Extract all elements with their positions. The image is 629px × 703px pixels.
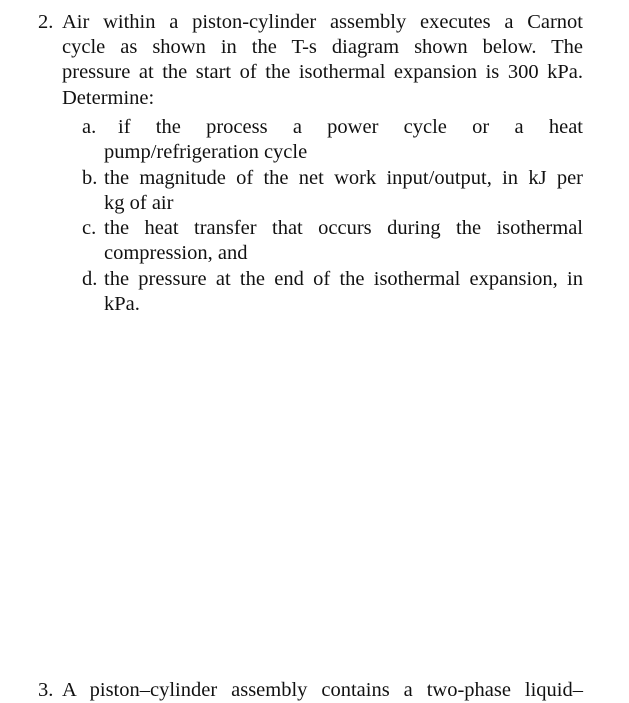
question-number: 3.	[38, 679, 54, 701]
question-text-line: cycle as shown in the T-s diagram shown below. The	[62, 36, 583, 58]
sub-item-label: c.	[82, 217, 97, 239]
question-text-line: A piston–cylinder assembly contains a two-phase liquid–	[62, 679, 583, 701]
sub-item-line: kPa.	[104, 293, 140, 315]
question-number: 2.	[38, 11, 54, 33]
question-text-line: Air within a piston-cylinder assembly executes a Carnot	[62, 11, 583, 33]
sub-item-line: if the process a power cycle or a heat	[118, 116, 583, 138]
sub-item-line: compression, and	[104, 242, 248, 264]
sub-item-line: the pressure at the end of the isothermal expansion, in	[104, 268, 583, 290]
sub-item-line: the magnitude of the net work input/output, in kJ per	[104, 167, 583, 189]
sub-item-line: pump/refrigeration cycle	[104, 141, 308, 163]
question-text-line: pressure at the start of the isothermal expansion is 300 kPa.	[62, 61, 583, 83]
sub-item-label: b.	[82, 167, 98, 189]
sub-item-label: d.	[82, 268, 98, 290]
sub-item-line: kg of air	[104, 192, 174, 214]
question-text-line: Determine:	[62, 87, 155, 109]
sub-item-label: a.	[82, 116, 97, 138]
sub-item-line: the heat transfer that occurs during the isothermal	[104, 217, 583, 239]
